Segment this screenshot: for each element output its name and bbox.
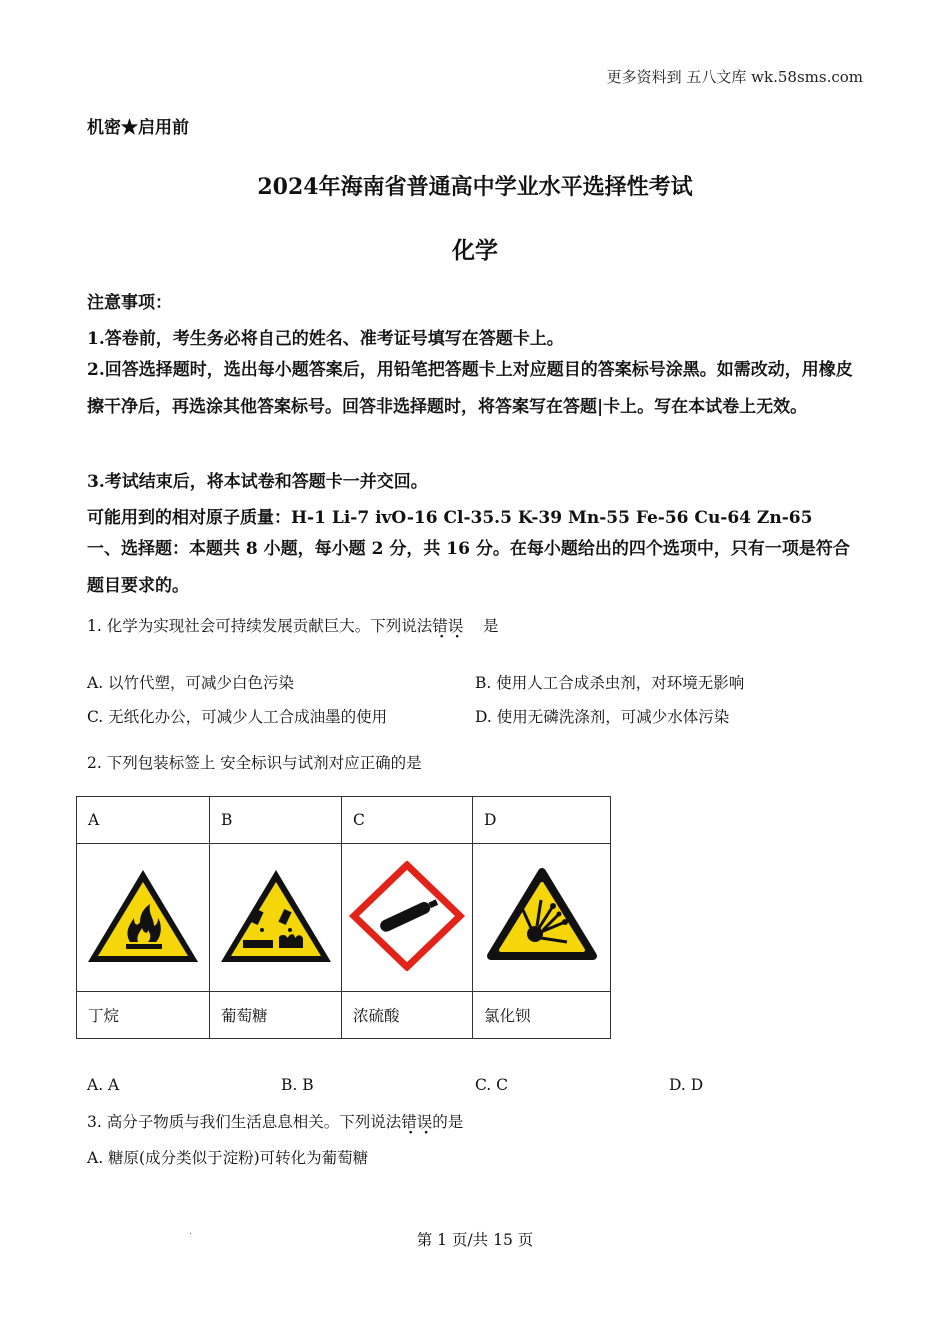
table-header-a: A: [77, 797, 210, 844]
reagent-a: 丁烷: [77, 992, 210, 1039]
corrosive-icon: [210, 844, 342, 992]
q3-option-a: A. 糖原(成分类似于淀粉)可转化为葡萄糖: [87, 1149, 369, 1167]
notice-item-2: 2.回答选择题时，选出每小题答案后，用铅笔把答题卡上对应题目的答案标号涂黑。如需改动，用橡皮擦干净后，再选涂其他答案标号。回答非选择题时，将答案写在答题|卡上。写在本试卷上无效。: [87, 360, 853, 417]
q1-option-d: D. 使用无磷洗涤剂，可减少水体污染: [475, 708, 730, 726]
table-header-b: B: [210, 797, 342, 844]
hazard-label-table: [76, 796, 611, 1039]
q2-option-c: C. C: [475, 1076, 509, 1094]
secret-mark: 机密★启用前: [87, 118, 189, 138]
subject-title: 化学: [452, 237, 498, 264]
notice-heading: 注意事项：: [87, 293, 172, 313]
notice-item-1: 1.答卷前，考生务必将自己的姓名、准考证号填写在答题卡上。: [87, 329, 564, 349]
header-note: 更多资料到 五八文库 wk.58sms.com: [606, 68, 863, 86]
footer-mark: ·: [189, 1229, 193, 1240]
q1-option-c: C. 无纸化办公，可减少人工合成油墨的使用: [87, 708, 388, 726]
q1-option-a: A. 以竹代塑，可减少白色污染: [87, 674, 295, 692]
reagent-b: 葡萄糖: [210, 992, 342, 1039]
gas-cylinder-icon: [342, 844, 473, 992]
question-3-stem: 3. 高分子物质与我们生活息息相关。下列说法错误的是: [87, 1113, 464, 1131]
table-header-d: D: [473, 797, 611, 844]
page-number: 第 1 页/共 15 页: [416, 1231, 534, 1249]
flammable-icon: [77, 844, 210, 992]
exam-title: 2024年海南省普通高中学业水平选择性考试: [257, 174, 693, 200]
reagent-c: 浓硫酸: [342, 992, 473, 1039]
atomic-masses: 可能用到的相对原子质量：H-1 Li-7 ivO-16 Cl-35.5 K-39 Mn-55 Fe-56 Cu-64 Zn-65: [87, 508, 813, 528]
q2-option-a: A. A: [87, 1076, 120, 1094]
q2-option-b: B. B: [281, 1076, 314, 1094]
explosive-icon: [473, 844, 611, 992]
notice-item-3: 3.考试结束后，将本试卷和答题卡一并交回。: [87, 472, 428, 492]
q2-option-d: D. D: [669, 1076, 704, 1094]
table-header-c: C: [342, 797, 473, 844]
section-1-heading: 一、选择题：本题共 8 小题，每小题 2 分，共 16 分。在每小题给出的四个选项中，只有一项是符合题目要求的。: [87, 539, 850, 596]
reagent-d: 氯化钡: [473, 992, 611, 1039]
question-2-stem: 2. 下列包装标签上 安全标识与试剂对应正确的是: [87, 754, 422, 772]
q1-option-b: B. 使用人工合成杀虫剂，对环境无影响: [475, 674, 745, 692]
question-1-stem: 1. 化学为实现社会可持续发展贡献巨大。下列说法错误 是: [87, 617, 499, 635]
